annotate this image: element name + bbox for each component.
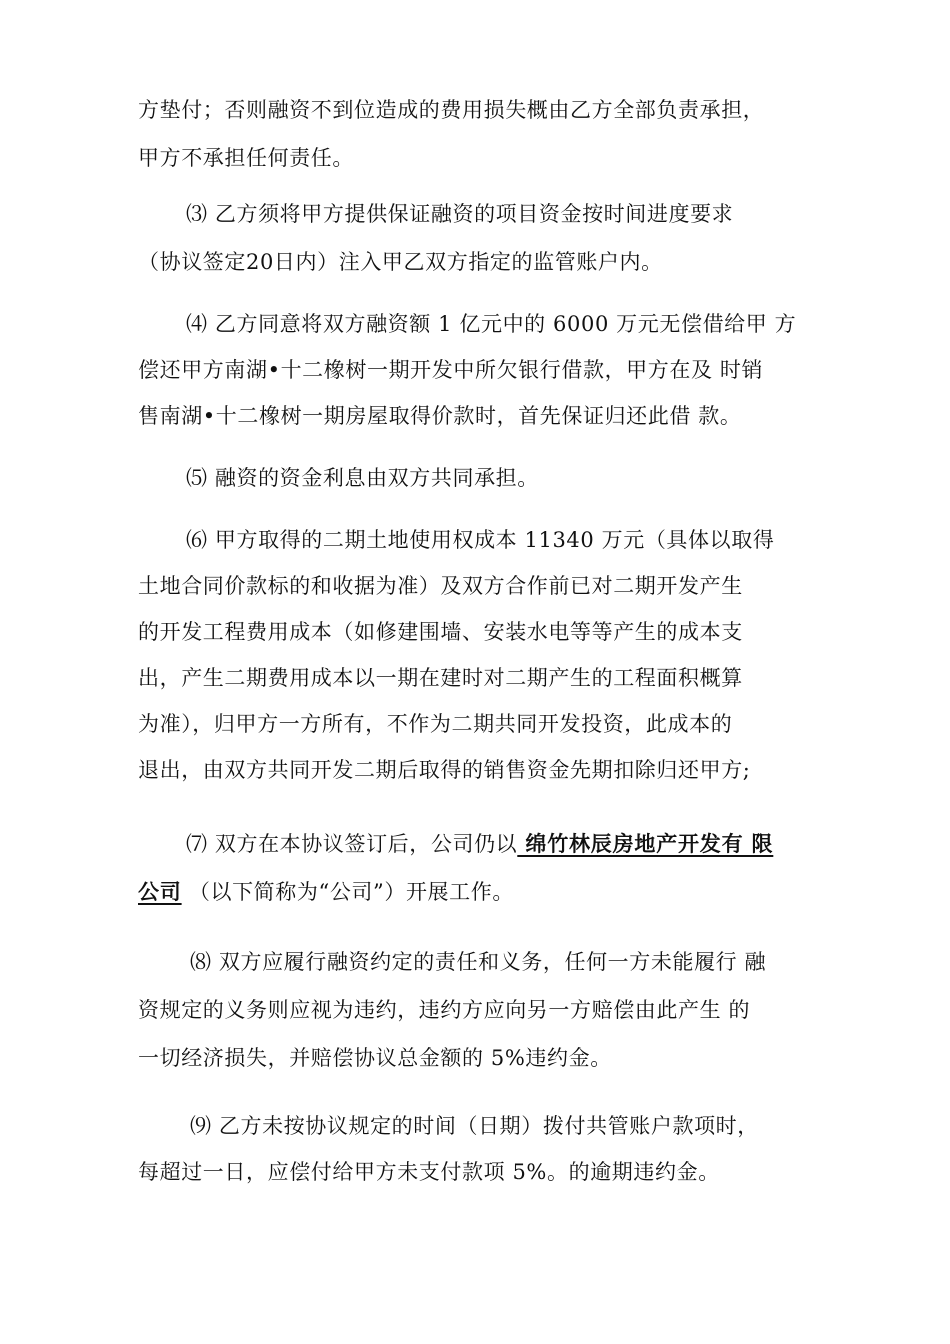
company-name-part2: 公司 [138,880,182,904]
clause-7-line2 [138,878,514,906]
clause-8-line3: 一切经济损失，并赔偿协议总金额的 5%违约金。 [138,1046,612,1070]
clause-5-line1: ⑸ 融资的资金利息由双方共同承担。 [186,466,539,490]
clause-6-line5: 为准），归甲方一方所有，不作为二期共同开发投资，此成本的 [138,712,733,736]
clause-3-line2: （协议签定20日内）注入甲乙双方指定的监管账户内。 [138,250,663,274]
clause-6-line1: ⑹ 甲方取得的二期土地使用权成本 11340 万元（具体以取得 [186,528,775,552]
clause-4-line2: 偿还甲方南湖•十二橡树一期开发中所欠银行借款，甲方在及 时销 [138,358,764,382]
clause-4-line1: ⑷ 乙方同意将双方融资额 1 亿元中的 6000 万元无偿借给甲 方 [186,312,797,336]
p1-line2: 甲方不承担任何责任。 [138,146,354,170]
clause-3-line1: ⑶ 乙方须将甲方提供保证融资的项目资金按时间进度要求 [186,202,734,226]
clause-8-line2: 资规定的义务则应视为违约，违约方应向另一方赔偿由此产生 的 [138,998,751,1022]
clause-6-line2: 土地合同价款标的和收据为准）及双方合作前已对二期开发产生 [138,574,743,598]
clause-7-line1 [186,830,773,858]
clause-4-line3: 售南湖•十二橡树一期房屋取得价款时，首先保证归还此借 款。 [138,404,742,428]
clause-7-prefix: ⑺ 双方在本协议签订后，公司仍以 [186,832,518,856]
company-name-part1: 绵竹林辰房地产开发有 限 [517,832,774,856]
clause-6-line4: 出，产生二期费用成本以一期在建时对二期产生的工程面积概算 [138,666,743,690]
clause-9-line1: ⑼ 乙方未按协议规定的时间（日期）拨付共管账户款项时， [190,1114,759,1138]
clause-7-suffix: （以下简称为“公司”）开展工作。 [181,880,514,904]
p1-line1: 方垫付；否则融资不到位造成的费用损失概由乙方全部负责承担， [138,98,765,122]
clause-9-line2: 每超过一日，应偿付给甲方未支付款项 5%。的逾期违约金。 [138,1160,720,1184]
clause-6-line3: 的开发工程费用成本（如修建围墙、安装水电等等产生的成本支 [138,620,743,644]
clause-6-line6: 退出，由双方共同开发二期后取得的销售资金先期扣除归还甲方; [138,758,751,782]
clause-8-line1: ⑻ 双方应履行融资约定的责任和义务，任何一方未能履行 融 [190,950,767,974]
